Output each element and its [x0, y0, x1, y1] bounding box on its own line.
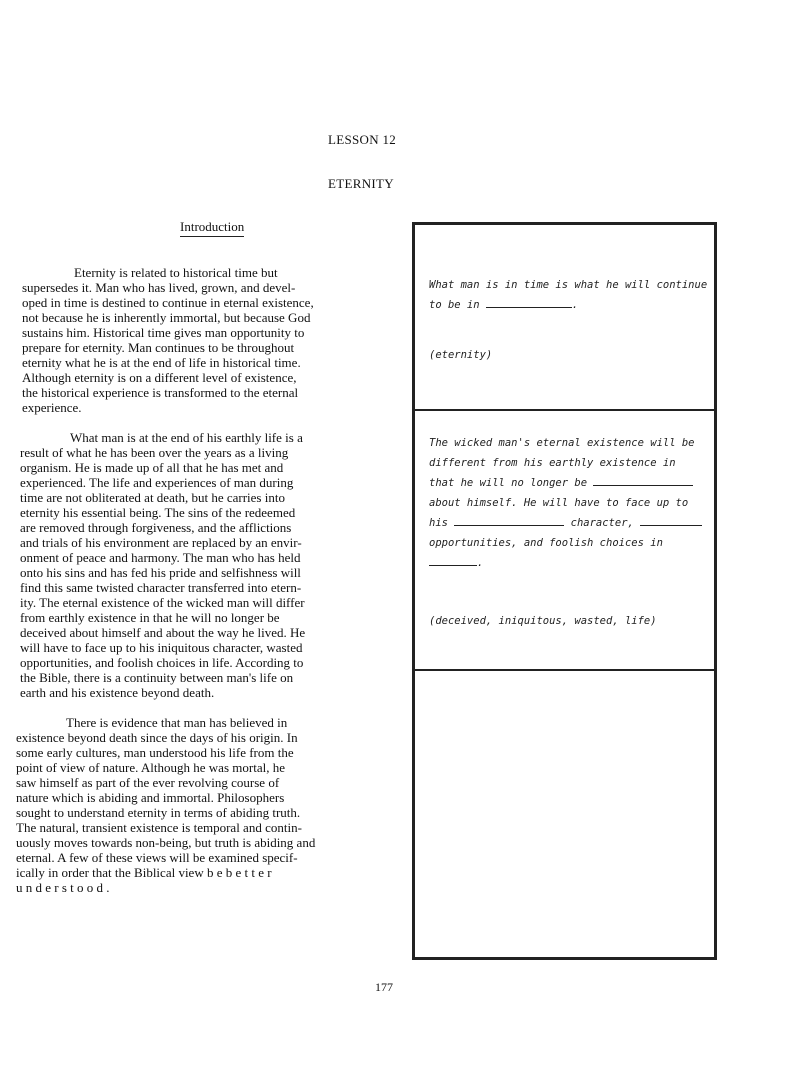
text-line: What man is at the end of his earthly life is a [70, 430, 303, 445]
frame-2 [415, 411, 714, 671]
fill-in-blank [593, 474, 693, 486]
text-line: prepare for eternity. Man continues to be throughout [22, 340, 295, 355]
frame-2-text: his [429, 517, 448, 529]
text-line: earth and his existence beyond death. [20, 685, 215, 700]
text-line: some early cultures, man understood his life from the [16, 745, 294, 760]
text-line: experienced. The life and experiences of man during [20, 475, 294, 490]
frame-2-line: opportunities, and foolish choices in [429, 537, 663, 549]
text-line: nature which is abiding and immortal. Philosophers [16, 790, 285, 805]
fill-in-blank [429, 554, 477, 566]
text-line: the Bible, there is a continuity between man's life on [20, 670, 294, 685]
frame-2-text: that he will no longer be [429, 477, 588, 489]
text-line: are removed through forgiveness, and the afflictions [20, 520, 292, 535]
text-line: The natural, transient existence is temporal and contin- [16, 820, 302, 835]
text-line: not because he is inherently immortal, but because God [22, 310, 311, 325]
text-line: experience. [22, 400, 82, 415]
text-line: and trials of his environment are replaced by an envir- [20, 535, 302, 550]
text-line: There is evidence that man has believed in [66, 715, 288, 730]
text-line: Eternity is related to historical time but [74, 265, 278, 280]
text-line: Although eternity is on a different level of existence, [22, 370, 297, 385]
frame-1-answer: (eternity) [429, 349, 493, 361]
frame-1-line: What man is in time is what he will continue [429, 279, 708, 291]
lesson-title: ETERNITY [328, 176, 394, 191]
text-line: the historical experience is transformed to the eternal [22, 385, 299, 400]
paragraph-3 [16, 715, 416, 895]
frame-2-line [429, 473, 693, 493]
text-line: result of what he has been over the years as a living [20, 445, 289, 460]
text-line: eternal. A few of these views will be examined specif- [16, 850, 298, 865]
frame-2-text: character, [570, 517, 634, 529]
text-line: organism. He is made up of all that he has met and [20, 460, 284, 475]
text-line: from earthly existence in that he will no longer be [20, 610, 280, 625]
paragraph-2 [20, 430, 418, 700]
text-line: point of view of nature. Although he was mortal, he [16, 760, 285, 775]
text-line: oped in time is destined to continue in eternal existence, [22, 295, 314, 310]
text-line: ically in order that the Biblical view b e b e t t e r [16, 865, 272, 880]
paragraph-1 [22, 265, 417, 415]
text-line: sustains him. Historical time gives man opportunity to [22, 325, 305, 340]
frame-1 [415, 225, 714, 411]
text-line: saw himself as part of the ever revolving course of [16, 775, 280, 790]
page-number: 177 [375, 980, 393, 994]
frame-1-text: . [571, 299, 579, 311]
text-line: onment of peace and harmony. The man who has held [20, 550, 301, 565]
fill-in-blank [640, 514, 702, 526]
frame-1-line [429, 295, 578, 315]
frame-2-line: The wicked man's eternal existence will be [429, 437, 695, 449]
frame-2-line [429, 513, 702, 533]
frame-2-line: different from his earthly existence in [429, 457, 676, 469]
programmed-frames-box [412, 222, 717, 960]
text-line: existence beyond death since the days of his origin. In [16, 730, 298, 745]
fill-in-blank [486, 296, 572, 308]
frame-2-line [429, 553, 483, 573]
text-line: ity. The eternal existence of the wicked man will differ [20, 595, 305, 610]
frame-2-text: . [477, 557, 484, 569]
text-line: eternity what he is at the end of life in historical time. [22, 355, 301, 370]
text-line: will have to face up to his iniquitous character, wasted [20, 640, 303, 655]
lesson-number: LESSON 12 [328, 132, 397, 147]
text-line: sought to understand eternity in terms of abiding truth. [16, 805, 301, 820]
text-line: onto his sins and has fed his pride and selfishness will [20, 565, 301, 580]
text-line: u n d e r s t o o d . [16, 880, 110, 895]
section-heading: Introduction [180, 219, 244, 237]
text-line: find this same twisted character transferred into etern- [20, 580, 302, 595]
text-line: opportunities, and foolish choices in life. According to [20, 655, 304, 670]
text-line: eternity his essential being. The sins of the redeemed [20, 505, 296, 520]
text-line: uously moves towards non-being, but truth is abiding and [16, 835, 316, 850]
frame-2-line: about himself. He will have to face up to [429, 497, 689, 509]
text-line: time are not obliterated at death, but he carries into [20, 490, 285, 505]
frame-2-answer: (deceived, iniquitous, wasted, life) [429, 615, 657, 627]
text-line: supersedes it. Man who has lived, grown, and devel- [22, 280, 296, 295]
fill-in-blank [454, 514, 564, 526]
frame-1-text: to be in [429, 299, 480, 311]
text-line: deceived about himself and about the way he lived. He [20, 625, 306, 640]
